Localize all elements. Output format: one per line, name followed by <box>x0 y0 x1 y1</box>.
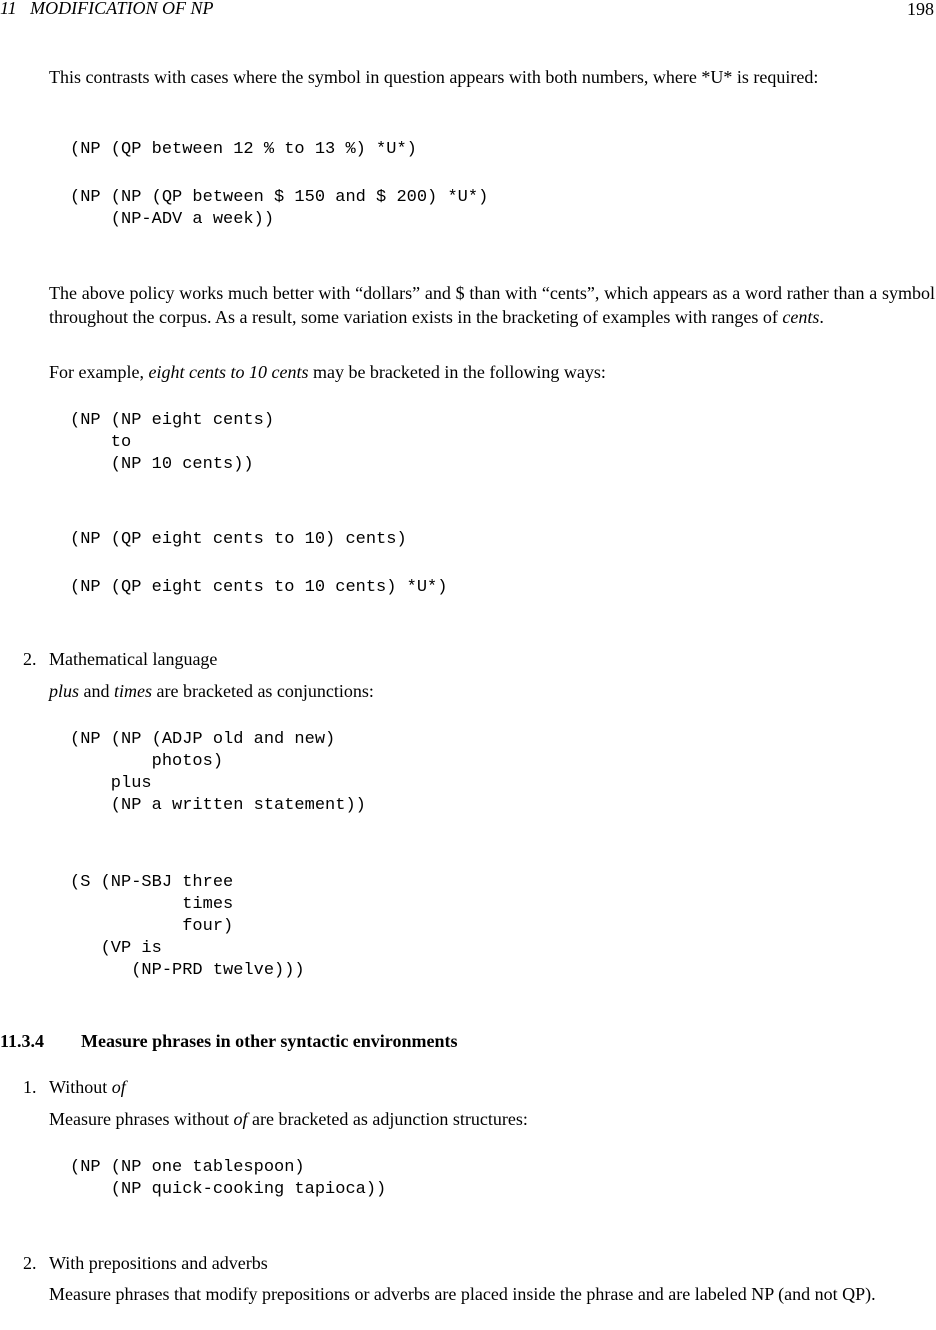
page-number: 198 <box>907 0 934 19</box>
paragraph-text: are bracketed as adjunction structures: <box>247 1109 528 1129</box>
code-block-qp-cents <box>70 529 407 551</box>
title-text: Without <box>49 1077 112 1097</box>
running-header: 11 MODIFICATION OF NP <box>0 0 214 18</box>
code-line: (NP (NP (ADJP old and new) <box>70 730 336 749</box>
code-line: four) <box>70 917 234 936</box>
paragraph-example <box>49 361 935 385</box>
paragraph-text: For example, <box>49 362 149 382</box>
paragraph-adjunction <box>49 1108 528 1130</box>
list-item-title: With prepositions and adverbs <box>49 1253 268 1273</box>
paragraph-prepositions: Measure phrases that modify prepositions or adverbs are placed inside the phrase and are labeled NP (and not QP). <box>49 1284 876 1304</box>
italic-term: of <box>111 1077 126 1097</box>
list-item-title <box>49 1076 126 1098</box>
code-line: photos) <box>70 752 224 771</box>
section-title: Measure phrases in other syntactic environments <box>81 1031 458 1051</box>
paragraph-text: Measure phrases without <box>49 1109 234 1129</box>
paragraph-conjunctions <box>49 680 374 702</box>
code-line: plus <box>70 774 152 793</box>
code-block-times <box>70 872 305 982</box>
paragraph-text: and <box>79 681 115 701</box>
code-line: (NP quick-cooking tapioca)) <box>70 1180 387 1199</box>
code-line: (VP is <box>70 939 162 958</box>
list-number: 2. <box>23 1253 37 1273</box>
code-block-tablespoon <box>70 1157 386 1201</box>
code-line: (NP (QP eight cents to 10 cents) *U*) <box>70 578 448 597</box>
code-block-qp-cents-u <box>70 577 447 599</box>
code-line: (NP (NP eight cents) <box>70 411 275 430</box>
code-line: (NP (QP eight cents to 10) cents) <box>70 530 407 549</box>
paragraph-text: The above policy works much better with “dollars” and $ than with “cents”, which appears as a word rather than a symbol throughout the corpus. As a result, some variation exists in the bracketing of examples with ranges of <box>49 283 935 327</box>
code-block-np-cents <box>70 410 274 476</box>
code-line: to <box>70 433 132 452</box>
italic-term: eight cents to 10 cents <box>148 362 309 382</box>
code-block-plus <box>70 729 366 817</box>
italic-term: times <box>114 681 153 701</box>
list-number: 2. <box>23 649 37 669</box>
code-line: (NP-ADV a week)) <box>70 210 275 229</box>
code-line: (NP (NP (QP between $ 150 and $ 200) *U*) <box>70 188 489 207</box>
paragraph-text: are bracketed as conjunctions: <box>152 681 374 701</box>
paragraph-text: . <box>819 306 824 327</box>
paragraph-text: This contrasts with cases where the symbol in question appears with both numbers, where *U* is required: <box>49 67 819 87</box>
italic-term: of <box>233 1109 248 1129</box>
code-block-qp-dollars <box>70 187 488 231</box>
italic-term: cents <box>782 306 820 327</box>
paragraph-contrasts <box>49 66 935 90</box>
section-number: 11.3.4 <box>0 1031 45 1051</box>
code-line: (S (NP-SBJ three <box>70 873 234 892</box>
list-item-title: Mathematical language <box>49 649 218 669</box>
paragraph-text: may be bracketed in the following ways: <box>308 362 606 382</box>
code-line: (NP 10 cents)) <box>70 455 254 474</box>
paragraph-policy <box>49 282 935 329</box>
code-line: times <box>70 895 234 914</box>
code-block-qp-percent <box>70 139 417 161</box>
code-line: (NP (QP between 12 % to 13 %) *U*) <box>70 140 417 159</box>
code-line: (NP-PRD twelve))) <box>70 961 305 980</box>
code-line: (NP a written statement)) <box>70 796 366 815</box>
code-line: (NP (NP one tablespoon) <box>70 1158 305 1177</box>
italic-term: plus <box>49 681 80 701</box>
list-number: 1. <box>23 1077 37 1097</box>
